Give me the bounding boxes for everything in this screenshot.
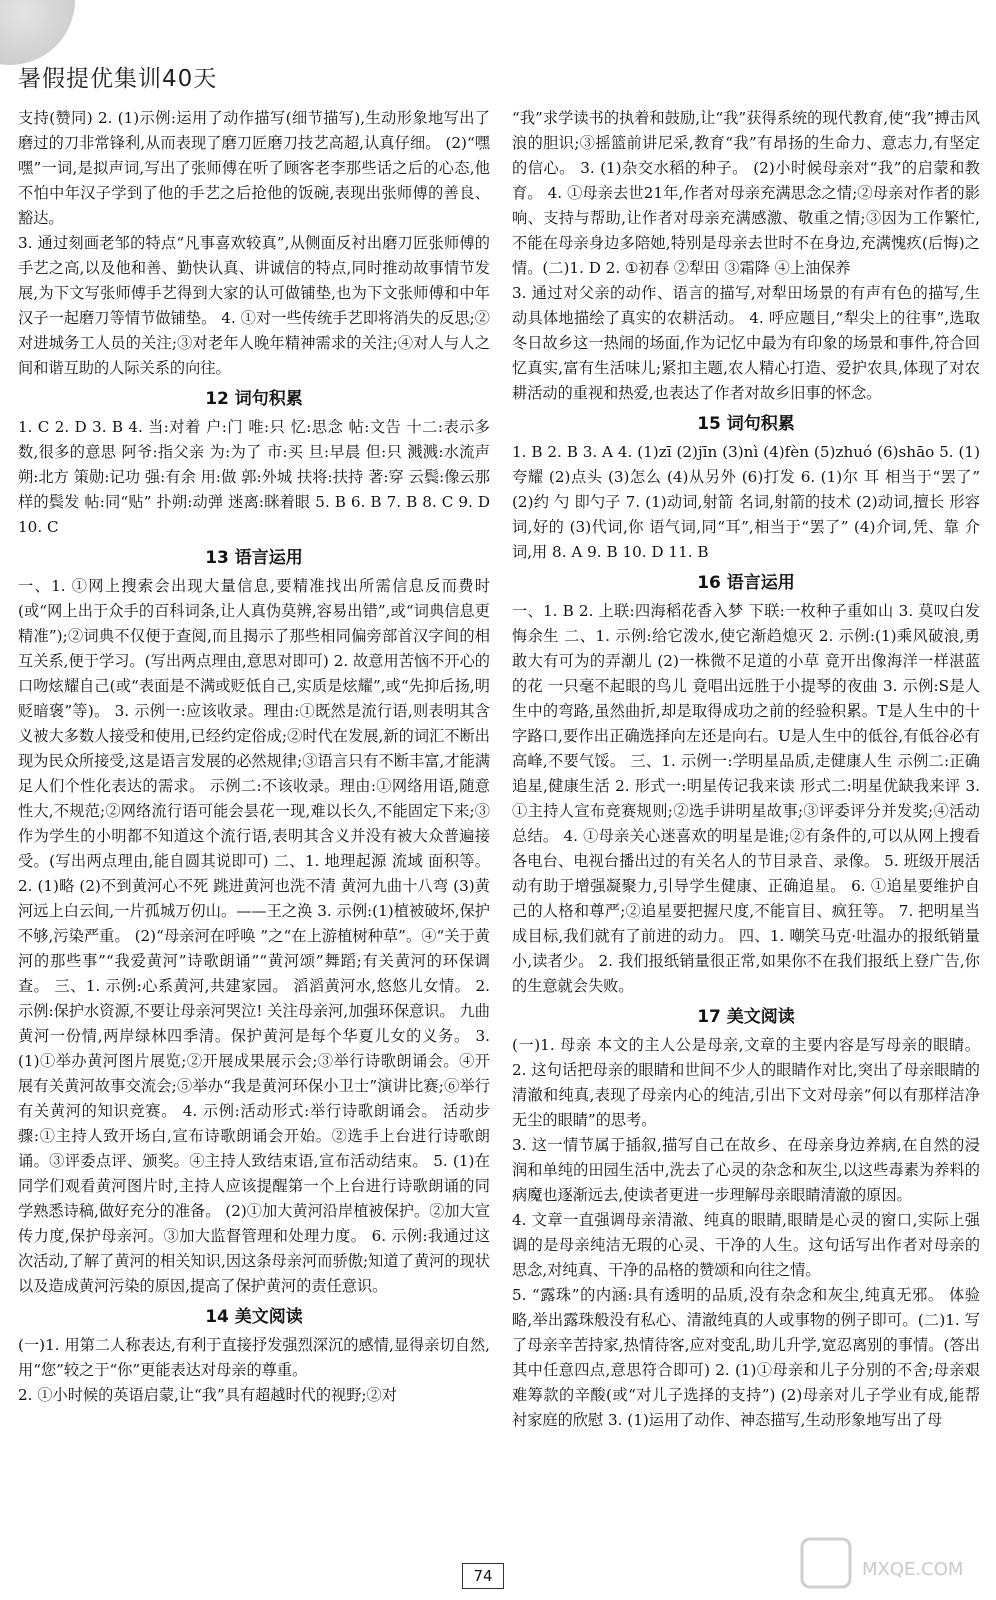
section-heading-13: 13 语言运用: [205, 548, 303, 568]
answer-paragraph: 4. 文章一直强调母亲清澈、纯真的眼睛,眼睛是心灵的窗口,实际上强调的是母亲纯洁无瑕的心灵、干净的人生。这句话写出作者对母亲的思念,对纯真、干净的品格的赞颂和向往之情。: [512, 1211, 980, 1279]
section-heading-17: 17 美文阅读: [697, 1007, 795, 1027]
corner-decoration: [0, 0, 75, 65]
answer-paragraph: 3. 通过对父亲的动作、语言的描写,对犁田场景的有声有色的描写,生动具体地描绘了真实的农耕活动。 4. 呼应题目,“犁尖上的往事”,选取冬日故乡这一热闹的场面,作为记忆中最为有印象的场景和事件,符合回忆真实,富有生活味儿;紧扣主题,农人精心打造、爱护农具,体现了对农耕活动的重视和热爱,也表达了作者对故乡旧事的怀念。: [512, 284, 980, 402]
answer-paragraph: 3. 通过刻画老邹的特点“凡事喜欢较真”,从侧面反衬出磨刀匠张师傅的手艺之高,以及他和善、勤快认真、讲诚信的特点,同时推动故事情节发展,为下文写张师傅手艺得到大家的认可做铺垫,也为下文张师傅和中年汉子一起磨刀等情节做铺垫。 4. ①对一些传统手艺即将消失的反思;②对进城务工人员的关注;③对老年人晚年精神需求的关注;④对人与人之间和谐互助的人际关系的向往。: [18, 234, 490, 377]
section-heading-12: 12 词句积累: [205, 389, 303, 409]
answer-paragraph: 1. C 2. D 3. B 4. 当:对着 户:门 唯:只 忆:思念 帖:文告 十二:表示多数,很多的意思 阿爷:指父亲 为:为了 市:买 旦:早晨 但:只 溅溅:水流声 朔:北方 策勋:记功 强:有余 用:做 郭:外城 扶将:扶持 著:穿 云鬓:像云那样的鬓发 帖:同“贴” 扑朔:动弹 迷离:眯着眼 5. B 6. B 7. B 8. C 9. D 10. C: [18, 418, 490, 536]
right-column: [512, 106, 980, 1433]
answer-paragraph: (一)1. 用第二人称表达,有利于直接抒发强烈深沉的感情,显得亲切自然,用“您”较之于“你”更能表达对母亲的尊重。: [18, 1336, 490, 1379]
page-number: 74: [462, 1563, 504, 1589]
answer-paragraph: 1. B 2. B 3. A 4. (1)zī (2)jīn (3)nì (4)fèn (5)zhuó (6)shāo 5. (1)夸耀 (2)点头 (3)怎么 (4)从另外 (6)打发 6. (1)尔 耳 相当于“罢了” (2)约 勺 即勺子 7. (1)动词,射箭 名词,射箭的技术 (2)动词,擅长 形容词,好的 (3)代词,你 语气词,同“耳”,相当于“罢了” (4)介词,凭、靠 介词,用 8. A 9. B 10. D 11. B: [512, 443, 980, 561]
answer-paragraph: 一、1. B 2. 上联:四海稻花香入梦 下联:一枚种子重如山 3. 莫叹白发悔余生 二、1. 示例:给它泼水,使它渐趋熄灭 2. 示例:(1)乘风破浪,勇敢大有可为的弄潮儿 (2)一株微不足道的小草 竟开出像海洋一样湛蓝的花 一只毫不起眼的鸟儿 竟唱出远胜于小提琴的夜曲 3. 示例:S是人生中的弯路,虽然曲折,却是取得成功之前的经验积累。T是人生中的十字路口,要作出正确选择向左还是向右。U是人生中的低谷,有低谷必有高峰,不要气馁。 三、1. 示例一:学明星品质,走健康人生 示例二:正确追星,健康生活 2. 形式一:明星传记我来读 形式二:明星优缺我来评 3. ①主持人宣布竞赛规则;②选手讲明星故事;③评委评分并发奖;④活动总结。 4. ①母亲关心迷喜欢的明星是谁;②有条件的,可以从网上搜看各电台、电视台播出过的有关名人的节目录音、录像。 5. 班级开展活动有助于增强凝聚力,引导学生健康、正确追星。 6. ①追星要维护自己的人格和尊严;②追星要把握尺度,不能盲目、疯狂等。 7. 把明星当成目标,我们就有了前进的动力。 四、1. 嘲笑马克·吐温办的报纸销量小,读者少。 2. 我们报纸销量很正常,如果你不在我们报纸上登广告,你的生意就会失败。: [512, 602, 980, 995]
section-heading-16: 16 语言运用: [697, 573, 795, 593]
answer-paragraph: 2. ①小时候的英语启蒙,让“我”具有超越时代的视野;②对: [18, 1386, 397, 1404]
section-heading-14: 14 美文阅读: [205, 1307, 303, 1327]
watermark-text: MXQE.COM: [862, 1559, 964, 1580]
left-column: [18, 106, 490, 1408]
watermark-logo: [800, 1535, 980, 1591]
answer-paragraph: 3. 这一情节属于插叙,描写自己在故乡、在母亲身边养病,在自然的浸润和单纯的田园生活中,洗去了心灵的杂念和灰尘,以这些毒素为养料的病魔也逐渐远去,使读者更进一步理解母亲眼睛清澈的原因。: [512, 1136, 980, 1204]
answer-paragraph: 5. “露珠”的内涵:具有透明的品质,没有杂念和灰尘,纯真无邪。 体验略,举出露珠般没有私心、清澈纯真的人或事物的例子即可。(二)1. 写了母亲辛苦持家,热情待客,应对变乱,助儿升学,宽忍离别的事情。(答出其中任意四点,意思符合即可) 2. (1)①母亲和儿子分别的不舍;母亲艰难筹款的辛酸(或“对儿子选择的支持”) (2)母亲对儿子学业有成,能帮衬家庭的欣慰 3. (1)运用了动作、神态描写,生动形象地写出了母: [512, 1286, 980, 1429]
answer-paragraph: 支持(赞同) 2. (1)示例:运用了动作描写(细节描写),生动形象地写出了磨过的刀非常锋利,从而表现了磨刀匠磨刀技艺高超,认真仔细。 (2)“嘿嘿”一词,是拟声词,写出了张师傅在听了顾客老李那些话之后的心态,他不怕中年汉子学到了他的手艺之后抢他的饭碗,表现出张师傅的善良、豁达。: [18, 109, 490, 227]
answer-paragraph: 一、1. ①网上搜索会出现大量信息,要精准找出所需信息反而费时(或“网上出于众手的百科词条,让人真伪莫辨,容易出错”,或“词典信息更精准”);②词典不仅便于查阅,而且揭示了那些相同偏旁部首汉字间的相互关系,便于学习。(写出两点理由,意思对即可) 2. 故意用苦恼不开心的口吻炫耀自己(或“表面是不满或贬低自己,实质是炫耀”,或“先抑后扬,明贬暗褒”等)。 3. 示例一:应该收录。理由:①既然是流行语,则表明其含义被大多数人接受和使用,已经约定俗成;②时代在发展,新的词汇不断出现为民众所接受,这是语言发展的必然规律;③语言只有不断丰富,才能满足人们个性化表达的需求。 示例二:不该收录。理由:①网络用语,随意性大,不规范;②网络流行语可能会昙花一现,难以长久,不能固定下来;③作为学生的小明都不知道这个流行语,表明其含义并没有被大众普遍接受。(写出两点理由,能自圆其说即可) 二、1. 地理起源 流域 面积等。 2. (1)略 (2)不到黄河心不死 跳进黄河也洗不清 黄河九曲十八弯 (3)黄河远上白云间,一片孤城万仞山。——王之涣 3. 示例:(1)植被破坏,保护不够,污染严重。 (2)“母亲河在呼唤 ”之“在上游植树种草”。④“关于黄河的那些事”“我爱黄河”诗歌朗诵”“黄河颂”舞蹈;有关黄河的环保调查。 三、1. 示例:心系黄河,共建家园。 滔滔黄河水,悠悠儿女情。 2. 示例:保护水资源,不要让母亲河哭泣! 关注母亲河,加强环保意识。 九曲黄河一份情,两岸绿林四季清。保护黄河是每个华夏儿女的义务。 3. (1)①举办黄河图片展览;②开展成果展示会;③举行诗歌朗诵会。④开展有关黄河故事交流会;⑤举办“我是黄河环保小卫士”演讲比赛;⑥举行有关黄河的知识竞赛。 4. 示例:活动形式:举行诗歌朗诵会。 活动步骤:①主持人致开场白,宣布诗歌朗诵会开始。②选手上台进行诗歌朗诵。③评委点评、颁奖。④主持人致结束语,宣布活动结束。 5. (1)在同学们观看黄河图片时,主持人应该提醒第一个上台进行诗歌朗诵的同学熟悉诗稿,做好充分的准备。 (2)①加大黄河沿岸植被保护。②加大宣传力度,保护母亲河。③加大监督管理和处理力度。 6. 示例:我通过这次活动,了解了黄河的相关知识,因这条母亲河而骄傲;知道了黄河的现状以及造成黄河污染的原因,提高了保护黄河的责任意识。: [18, 577, 490, 1295]
book-title: 暑假提优集训40天: [18, 66, 218, 92]
answer-paragraph: “我”求学读书的执着和鼓励,让“我”获得系统的现代教育,使“我”搏击风浪的胆识;③摇篮前讲尼采,教育“我”有昂扬的生命力、意志力,有坚定的信心。 3. (1)杂交水稻的种子。 (2)小时候母亲对“我”的启蒙和教育。 4. ①母亲去世21年,作者对母亲充满思念之情;②母亲对作者的影响、支持与帮助,让作者对母亲充满感激、敬重之情;③因为工作繁忙,不能在母亲身边多陪她,特别是母亲去世时不在身边,充满愧疚(后悔)之情。(二)1. D 2. ①初春 ②犁田 ③霜降 ④上油保养: [512, 109, 980, 277]
answer-paragraph: (一)1. 母亲 本文的主人公是母亲,文章的主要内容是写母亲的眼睛。 2. 这句话把母亲的眼睛和世间不少人的眼睛作对比,突出了母亲眼睛的清澈和纯真,表现了母亲内心的纯洁,引出下文对母亲“何以有那样洁净无尘的眼睛”的思考。: [512, 1036, 980, 1129]
section-heading-15: 15 词句积累: [697, 414, 795, 434]
